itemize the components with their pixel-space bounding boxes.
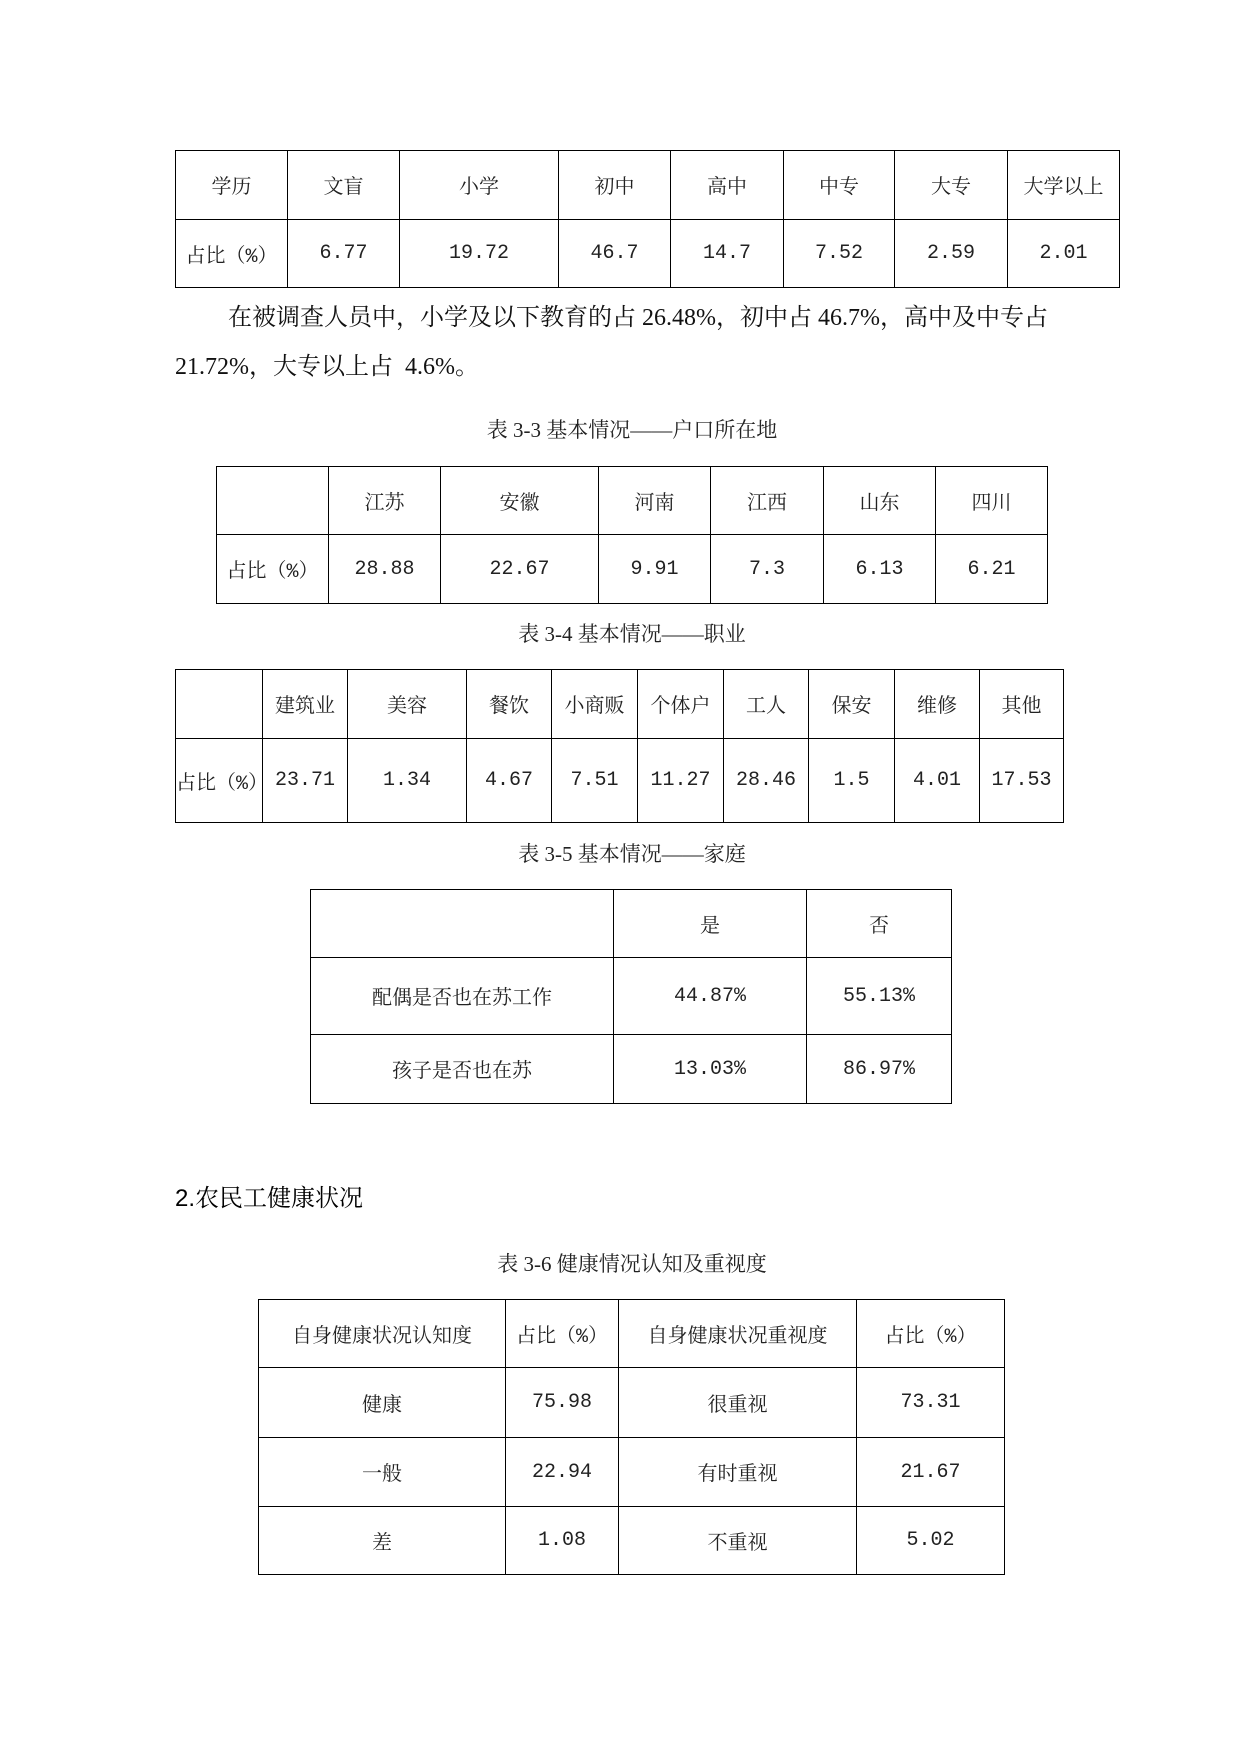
table-cell: 46.7 <box>559 220 671 288</box>
table-cell: 1.34 <box>348 739 467 823</box>
header-row <box>311 890 952 958</box>
table-cell: 一般 <box>259 1438 506 1507</box>
header-cell: 文盲 <box>288 151 400 220</box>
header-cell: 其他 <box>980 670 1064 739</box>
paragraph-line: 21.72%，大专以上占 4.6%。 <box>175 354 479 380</box>
table-cell: 占比（%） <box>176 220 288 288</box>
table-cell: 6.13 <box>824 535 936 604</box>
table-cell: 11.27 <box>638 739 724 823</box>
table-family <box>310 889 952 1104</box>
header-cell: 维修 <box>895 670 980 739</box>
table-cell: 占比（%） <box>176 739 263 823</box>
header-cell: 占比（%） <box>506 1300 619 1368</box>
header-cell: 大学以上 <box>1008 151 1120 220</box>
table-cell: 很重视 <box>619 1368 857 1438</box>
table-cell: 86.97% <box>807 1035 952 1104</box>
header-cell: 学历 <box>176 151 288 220</box>
header-cell: 自身健康状况认知度 <box>259 1300 506 1368</box>
header-cell: 小商贩 <box>552 670 638 739</box>
table-health <box>258 1299 1005 1575</box>
table-cell: 19.72 <box>400 220 559 288</box>
table-caption: 表 3-6 健康情况认知及重视度 <box>497 1252 767 1276</box>
header-cell: 中专 <box>784 151 895 220</box>
table-row <box>176 220 1120 288</box>
header-cell: 江苏 <box>329 467 441 535</box>
table-hukou <box>216 466 1048 604</box>
table-cell: 73.31 <box>857 1368 1005 1438</box>
table-caption: 表 3-5 基本情况——家庭 <box>518 842 746 866</box>
table-cell: 6.77 <box>288 220 400 288</box>
table-cell: 22.67 <box>441 535 599 604</box>
table-cell: 55.13% <box>807 958 952 1035</box>
table-occupation <box>175 669 1064 823</box>
header-cell: 建筑业 <box>263 670 348 739</box>
header-cell: 小学 <box>400 151 559 220</box>
table-cell: 2.59 <box>895 220 1008 288</box>
table-cell: 21.67 <box>857 1438 1005 1507</box>
table-cell: 22.94 <box>506 1438 619 1507</box>
table-cell: 7.51 <box>552 739 638 823</box>
header-cell: 否 <box>807 890 952 958</box>
table-cell: 健康 <box>259 1368 506 1438</box>
table-cell: 6.21 <box>936 535 1048 604</box>
table-cell: 有时重视 <box>619 1438 857 1507</box>
table-cell: 孩子是否也在苏 <box>311 1035 614 1104</box>
header-cell: 美容 <box>348 670 467 739</box>
table-cell: 不重视 <box>619 1507 857 1575</box>
header-cell: 高中 <box>671 151 784 220</box>
table-cell: 5.02 <box>857 1507 1005 1575</box>
header-cell: 占比（%） <box>857 1300 1005 1368</box>
table-cell: 4.67 <box>467 739 552 823</box>
table-row <box>259 1368 1005 1438</box>
table-cell: 28.88 <box>329 535 441 604</box>
table-cell: 1.08 <box>506 1507 619 1575</box>
table-cell: 23.71 <box>263 739 348 823</box>
header-row <box>176 670 1064 739</box>
table-cell: 差 <box>259 1507 506 1575</box>
table-education <box>175 150 1120 288</box>
header-row <box>217 467 1048 535</box>
header-cell: 保安 <box>809 670 895 739</box>
header-cell: 四川 <box>936 467 1048 535</box>
table-row <box>217 535 1048 604</box>
table-row <box>311 1035 952 1104</box>
table-cell: 14.7 <box>671 220 784 288</box>
table-cell: 7.52 <box>784 220 895 288</box>
header-cell: 大专 <box>895 151 1008 220</box>
table-row <box>311 958 952 1035</box>
header-cell: 餐饮 <box>467 670 552 739</box>
table-cell: 1.5 <box>809 739 895 823</box>
table-cell: 9.91 <box>599 535 711 604</box>
table-row <box>259 1438 1005 1507</box>
table-cell: 7.3 <box>711 535 824 604</box>
table-cell: 13.03% <box>614 1035 807 1104</box>
header-cell: 安徽 <box>441 467 599 535</box>
header-cell: 河南 <box>599 467 711 535</box>
header-cell: 是 <box>614 890 807 958</box>
table-cell: 44.87% <box>614 958 807 1035</box>
table-row <box>259 1507 1005 1575</box>
header-row <box>259 1300 1005 1368</box>
table-cell: 2.01 <box>1008 220 1120 288</box>
table-caption: 表 3-3 基本情况——户口所在地 <box>486 418 778 442</box>
header-cell <box>311 890 614 958</box>
header-row <box>176 151 1120 220</box>
header-cell: 江西 <box>711 467 824 535</box>
header-cell: 自身健康状况重视度 <box>619 1300 857 1368</box>
header-cell <box>176 670 263 739</box>
header-cell: 工人 <box>724 670 809 739</box>
header-cell <box>217 467 329 535</box>
table-cell: 75.98 <box>506 1368 619 1438</box>
header-cell: 个体户 <box>638 670 724 739</box>
table-cell: 17.53 <box>980 739 1064 823</box>
header-cell: 初中 <box>559 151 671 220</box>
header-cell: 山东 <box>824 467 936 535</box>
table-row <box>176 739 1064 823</box>
table-cell: 配偶是否也在苏工作 <box>311 958 614 1035</box>
table-cell: 4.01 <box>895 739 980 823</box>
section-heading: 2.农民工健康状况 <box>175 1185 364 1212</box>
table-cell: 28.46 <box>724 739 809 823</box>
paragraph-line: 在被调查人员中，小学及以下教育的占 26.48%，初中占 46.7%，高中及中专占 <box>228 305 1048 331</box>
table-caption: 表 3-4 基本情况——职业 <box>518 622 746 646</box>
table-cell: 占比（%） <box>217 535 329 604</box>
